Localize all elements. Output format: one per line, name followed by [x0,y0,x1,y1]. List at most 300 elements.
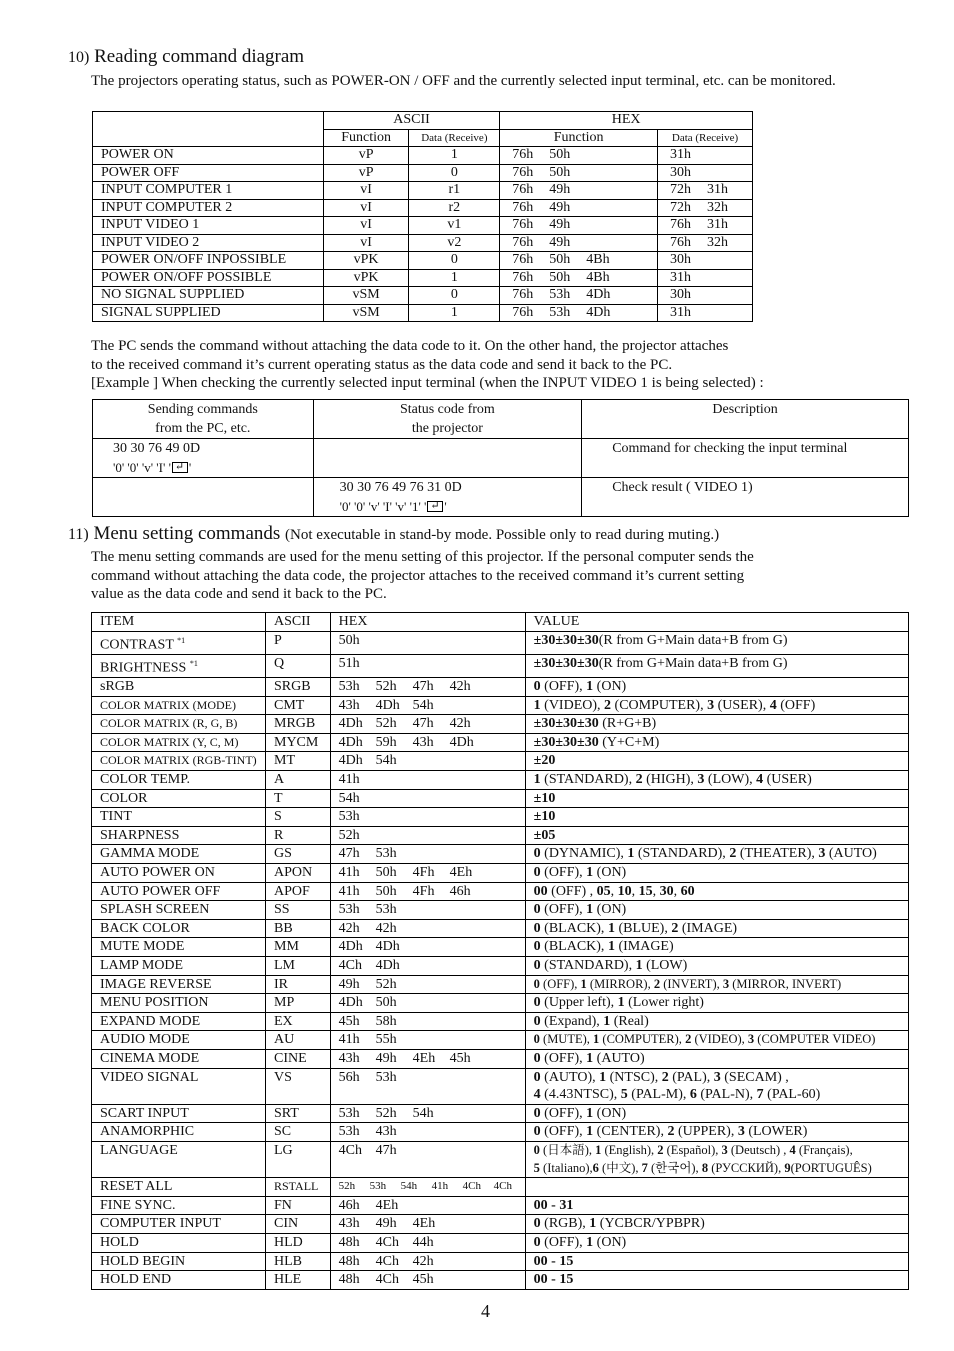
ascii-cell: AU [266,1031,331,1050]
value-cell [525,752,908,771]
item-name: SPLASH SCREEN [100,902,210,918]
hex-byte: 49h [549,234,571,250]
value-text: (OFF), [540,1234,587,1250]
value-cell [525,1271,908,1290]
value-cell [525,1215,908,1234]
item-cell [92,901,266,920]
item-name: sRGB [100,679,135,695]
hex-byte: 41h [431,1180,449,1193]
value-code: 0 [533,939,541,955]
value-code: 3 [818,846,826,862]
item-name: ANAMORPHIC [100,1124,195,1140]
hex-byte: 4Ch [375,1253,399,1269]
ascii-cell: IR [266,975,331,994]
item-cell [92,1215,266,1234]
value-line [534,1271,908,1289]
hex-byte: 44h [412,1234,434,1250]
value-line [534,632,908,650]
hex-byte: 76h [512,217,534,232]
ascii-function: vP [323,147,409,165]
value-line [534,734,908,752]
hex-function [500,182,658,200]
status-header-line-1: Status code from [399,402,495,417]
value-cell [525,771,908,790]
hex-byte: 50h [549,164,571,180]
ascii-cell: MM [266,938,331,957]
header-hex-data: Data (Receive) [658,129,753,147]
hex-byte: 50h [549,252,571,267]
value-text: (USER) [763,772,812,788]
item-name: TINT [100,809,132,825]
value-line [534,957,908,975]
value-code: 8 [701,1160,709,1175]
value-line [534,901,908,919]
hex-byte: 43h [338,1050,360,1066]
value-text: (OFF), [539,976,581,991]
value-code: 05 [596,883,611,899]
value-code: 00 [533,883,548,899]
value-text: (IMAGE) [678,920,738,936]
value-cell [525,1252,908,1271]
hex-byte: 76h [670,234,692,250]
hex-byte: 32h [707,234,729,250]
value-code: 0 [533,995,541,1011]
hex-byte: 76h [512,252,534,267]
value-code: 00 - 31 [533,1197,574,1213]
value-text: (VIDEO), [691,1032,748,1047]
hex-byte: 4Ch [493,1180,512,1193]
value-code: 0 [533,920,541,936]
table-row [93,182,753,200]
value-text: (AUTO), [540,1069,600,1085]
table-row [92,919,909,938]
hex-byte: 31h [670,269,692,285]
hex-byte: 4Eh [412,1050,436,1066]
value-code: 1 [533,697,541,713]
hex-byte: 53h [338,902,360,918]
hex-byte: 4Dh [338,939,363,955]
value-text: (Expand), [540,1013,604,1029]
page-number: 4 [481,1301,490,1321]
hex-byte: 4Eh [412,1216,436,1232]
value-line [534,752,908,770]
hex-byte: 4Bh [586,252,610,267]
item-name: EXPAND MODE [100,1013,201,1029]
item-cell [92,864,266,883]
value-code: 5 [533,1160,540,1175]
item-cell [92,826,266,845]
value-code: ±30±30±30 [533,655,599,671]
hex-byte: 53h [338,679,360,695]
hex-byte: 46h [338,1197,360,1213]
value-text: (OFF) , [547,883,597,899]
example-row-1 [93,439,909,478]
value-code: 0 [533,679,541,695]
value-cell [525,1196,908,1215]
table-row [92,1068,909,1104]
value-code: 9 [784,1160,791,1175]
value-line [534,1234,908,1252]
hex-byte: 59h [375,734,397,750]
hex-byte: 43h [338,1216,360,1232]
value-text: (R from G+Main data+B from G) [598,632,788,648]
hex-byte: 72h [670,182,692,197]
section-11-heading [68,523,719,545]
value-code: 5 [620,1087,628,1103]
ascii-data: 1 [409,304,500,322]
explanation-line-2: to the received command it’s current operating status as the data code and send it back to the PC. [91,356,673,373]
section-10-heading [68,46,304,68]
hex-byte: 76h [512,182,534,197]
hex-byte: 41h [338,1032,360,1048]
value-line [534,1197,908,1215]
value-text: (MIRROR), [586,976,654,991]
value-text: , [652,883,660,899]
hex-data [658,269,753,287]
value-text: (VIDEO), [540,697,605,713]
value-text: (AUTO) [825,846,877,862]
item-cell [92,631,266,654]
table-row [92,901,909,920]
hex-data [658,182,753,200]
value-text: (PAL), [668,1069,714,1085]
send-hex: 30 30 76 49 0D [113,441,201,456]
section-10-number: 10) [68,49,90,66]
hex-cell [330,1049,525,1068]
explanation-paragraph [91,337,921,393]
value-line [534,827,908,845]
hex-cell [330,1068,525,1104]
item-name: IMAGE REVERSE [100,976,212,992]
hex-byte: 4Fh [412,865,435,881]
hex-byte: 49h [549,182,571,197]
menu-table-header-row [92,613,909,632]
status-chars [340,497,582,516]
hex-cell [330,1271,525,1290]
ascii-cell: APOF [266,882,331,901]
example-status-empty [313,439,582,478]
hex-byte: 43h [375,1124,397,1140]
header-hex: HEX [330,613,525,632]
value-code: 2 [635,772,643,788]
hex-cell [330,1123,525,1142]
value-text: (STANDARD), [634,846,730,862]
hex-byte: 49h [375,1216,397,1232]
value-code: 4 [533,1087,541,1103]
hex-byte: 42h [375,920,397,936]
header-ascii-data: Data (Receive) [409,129,500,147]
value-code: 30 [659,883,674,899]
value-code: 3 [722,976,730,991]
value-code: 4 [789,1142,796,1157]
value-text: (STANDARD), [540,772,636,788]
value-text: (PAL-N), [696,1087,757,1103]
value-text: (日本語), [539,1142,596,1157]
value-code: 2 [667,1124,675,1140]
item-name: COLOR MATRIX (MODE) [100,697,236,712]
table-row [92,975,909,994]
ascii-cell: CIN [266,1215,331,1234]
hex-byte: 46h [449,883,471,899]
row-label: POWER ON/OFF POSSIBLE [93,269,324,287]
item-name: HOLD [100,1234,139,1250]
table-row [93,199,753,217]
table-row [92,864,909,883]
hex-byte: 4Ch [375,1234,399,1250]
item-cell [92,771,266,790]
hex-function [500,217,658,235]
value-text: (DYNAMIC), [540,846,628,862]
hex-byte: 50h [375,883,397,899]
ascii-cell: VS [266,1068,331,1104]
value-text: (Italiano), [539,1160,593,1175]
hex-byte: 49h [549,199,571,215]
value-code: 00 - 15 [533,1272,574,1288]
table-row [92,1196,909,1215]
ascii-cell: RSTALL [266,1178,331,1197]
ascii-cell: MYCM [266,733,331,752]
hex-byte: 4Dh [586,304,611,320]
ascii-cell: BB [266,919,331,938]
item-name: COLOR MATRIX (R, G, B) [100,716,238,731]
ascii-cell: HLD [266,1233,331,1252]
table-row [92,1141,909,1177]
value-cell [525,938,908,957]
hex-byte: 41h [338,772,360,788]
hex-byte: 76h [512,287,534,302]
item-name: GAMMA MODE [100,846,200,862]
section-11-intro [91,548,921,604]
value-code: 1 [589,1216,597,1232]
item-cell [92,975,266,994]
example-table [92,399,909,517]
value-text: (CENTER), [593,1124,668,1140]
hex-byte: 45h [338,1013,360,1029]
item-name: CONTRAST [100,637,174,653]
hex-byte: 53h [375,902,397,918]
value-text: (ON) [593,865,627,881]
item-cell [92,1271,266,1290]
value-line [534,938,908,956]
value-code: 0 [533,1032,540,1047]
value-text: , [610,883,618,899]
hex-cell [330,678,525,697]
table-row [92,1123,909,1142]
hex-byte: 4Bh [586,269,610,285]
value-code: 0 [533,1234,541,1250]
row-label: SIGNAL SUPPLIED [93,304,324,322]
value-code: 3 [697,772,705,788]
item-name: SCART INPUT [100,1105,189,1121]
value-line [534,994,908,1012]
value-code: 1 [607,939,615,955]
return-key-icon [172,462,188,473]
hex-cell [330,733,525,752]
table-row [92,733,909,752]
hex-byte: 4Ch [338,958,362,973]
hex-cell [330,1141,525,1177]
ascii-cell: FN [266,1196,331,1215]
table-row [92,715,909,734]
hex-cell [330,826,525,845]
value-text: (OFF), [540,1124,587,1140]
row-label: POWER OFF [93,164,324,182]
send-chars-text: '0' '0' 'v' 'I' ' [113,460,171,475]
hex-cell [330,696,525,715]
ascii-data: r2 [409,199,500,217]
table-header-row [93,112,753,130]
value-text: (ON) [593,679,627,695]
hex-byte: 47h [375,1142,397,1158]
hex-data [658,287,753,305]
hex-byte: 4Dh [586,287,611,302]
table-row [92,845,909,864]
header-hex-function: Function [500,129,658,147]
value-code: 1 [617,995,625,1011]
explanation-line-1: The PC sends the command without attaching the data code to it. On the other hand, the projector attaches [91,338,729,354]
item-name: COLOR MATRIX (RGB-TINT) [100,753,257,768]
hex-byte: 54h [338,790,360,806]
item-name: AUTO POWER OFF [100,883,221,899]
hex-byte: 41h [338,883,360,899]
value-text: (RGB), [540,1216,590,1232]
table-row [92,1178,909,1197]
value-cell [525,1031,908,1050]
hex-byte: 4Dh [375,958,400,973]
hex-byte: 49h [375,1050,397,1066]
ascii-cell: APON [266,864,331,883]
hex-data [658,199,753,217]
value-code: 4 [769,697,777,713]
table-row [92,938,909,957]
ascii-data: 1 [409,147,500,165]
value-cell [525,733,908,752]
value-text: (LOW), [704,772,757,788]
hex-byte: 49h [549,217,571,232]
value-cell [525,957,908,976]
item-cell [92,1123,266,1142]
value-text: (COMPUTER), [611,697,708,713]
value-cell [525,789,908,808]
ascii-function: vPK [323,269,409,287]
item-cell [92,1252,266,1271]
value-code: 60 [680,883,695,899]
value-cell [525,654,908,677]
value-code: 1 [586,1124,594,1140]
value-text: (NTSC), [606,1069,662,1085]
item-name: RESET ALL [100,1179,173,1195]
value-code: ±30±30±30 [533,734,599,750]
value-text: (MIRROR, INVERT) [729,976,842,991]
value-code: ±30±30±30 [533,716,599,732]
hex-byte: 76h [670,217,692,232]
hex-byte: 53h [549,304,571,320]
item-name: BRIGHTNESS [100,660,187,676]
item-name: BACK COLOR [100,920,190,936]
hex-function [500,304,658,322]
value-line [534,1142,908,1160]
item-name: COMPUTER INPUT [100,1216,221,1232]
ascii-function: vSM [323,287,409,305]
ascii-cell: EX [266,1012,331,1031]
hex-cell [330,631,525,654]
example-status-cell [313,478,582,517]
table-row [92,1031,909,1050]
hex-byte: 4Fh [412,883,435,899]
value-code: 7 [756,1087,764,1103]
item-cell [92,654,266,677]
sending-header-line-1: Sending commands [147,402,258,417]
example-header-row [93,400,909,439]
ascii-cell: SC [266,1123,331,1142]
value-line [534,808,908,826]
hex-byte: 51h [338,655,360,671]
hex-byte: 4Ch [462,1180,481,1193]
value-code: 0 [533,976,540,991]
header-ascii: ASCII [323,112,500,130]
value-cell [525,678,908,697]
value-text: (USER), [714,697,770,713]
hex-byte: 42h [412,1253,434,1269]
hex-byte: 54h [400,1180,418,1193]
value-text: (PORTUGUÊS) [790,1160,872,1175]
hex-byte: 52h [375,976,397,992]
item-cell [92,994,266,1013]
hex-byte: 42h [449,716,471,732]
hex-byte: 54h [375,753,397,769]
hex-byte: 48h [338,1234,360,1250]
value-code: 1 [533,772,541,788]
value-code: 2 [657,1142,664,1157]
item-cell [92,1141,266,1177]
hex-cell [330,1215,525,1234]
hex-byte: 76h [512,269,534,285]
value-cell [525,1104,908,1123]
footnote-mark: *1 [177,635,186,645]
table-row [92,678,909,697]
ascii-function: vPK [323,252,409,270]
value-text: (OFF), [540,1050,587,1066]
table-row [92,654,909,677]
menu-setting-table [91,612,909,1290]
value-code: 0 [533,1013,541,1029]
value-cell [525,864,908,883]
hex-byte: 4Dh [338,995,363,1011]
row-label: INPUT VIDEO 1 [93,217,324,235]
item-cell [92,1068,266,1104]
hex-byte: 30h [670,252,692,267]
value-text: , [631,883,639,899]
value-text: (OFF), [540,1105,587,1121]
hex-byte: 48h [338,1272,360,1288]
ascii-cell: LM [266,957,331,976]
value-code: 2 [671,920,679,936]
ascii-cell: SRGB [266,678,331,697]
ascii-function: vI [323,182,409,200]
ascii-data: v2 [409,234,500,252]
table-row [93,287,753,305]
hex-byte: 30h [670,287,692,302]
hex-function [500,269,658,287]
example-header-sending [93,400,314,439]
hex-byte: 55h [375,1032,397,1048]
item-cell [92,882,266,901]
hex-byte: 76h [512,199,534,215]
header-blank [93,112,324,130]
item-name: HOLD END [100,1272,172,1288]
hex-byte: 53h [338,1124,360,1140]
value-code: ±10 [533,809,556,825]
